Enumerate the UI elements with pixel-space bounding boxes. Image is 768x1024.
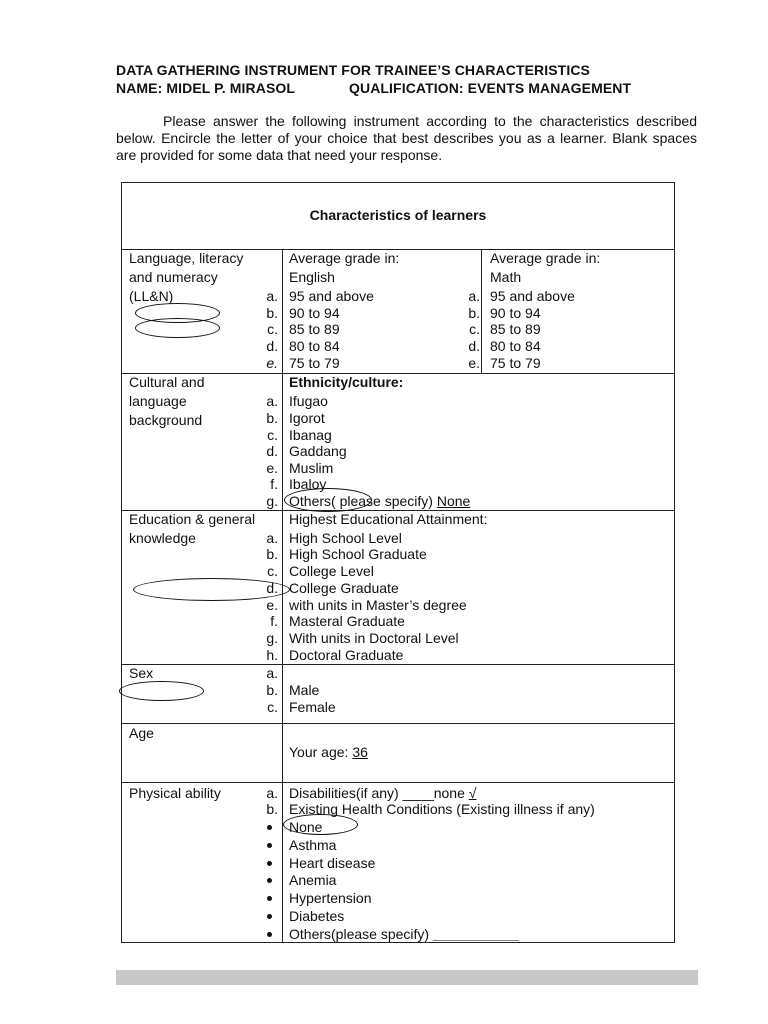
option-letter: b.: [266, 305, 278, 321]
sex-option: Male: [289, 682, 320, 698]
bullet-icon: [267, 861, 272, 866]
option-letter: b.: [266, 410, 278, 426]
option-letter: b.: [468, 305, 480, 321]
bullet-icon: [267, 843, 272, 848]
culture-label-1: Cultural and: [129, 374, 205, 390]
name-qualification-line: [116, 80, 632, 96]
selection-circle: [284, 488, 372, 512]
option-letter: c.: [267, 699, 278, 715]
others-value: None: [436, 493, 471, 509]
option-letter: d.: [266, 338, 278, 354]
column-divider: [481, 249, 482, 373]
option-letter: e.: [266, 460, 278, 476]
option-letter: b.: [266, 682, 278, 698]
option-letter: f.: [270, 613, 278, 629]
age-response: [289, 744, 368, 761]
education-heading: Highest Educational Attainment:: [289, 511, 488, 527]
bullet-icon: [267, 825, 272, 830]
qualification: QUALIFICATION: EVENTS MANAGEMENT: [349, 80, 632, 96]
row-divider: [121, 723, 675, 724]
document-title: DATA GATHERING INSTRUMENT FOR TRAINEE’S CHARACTERISTICS: [116, 62, 590, 78]
option-letter: h.: [266, 647, 278, 663]
option-letter: g.: [266, 493, 278, 509]
ethnicity-option: Ifugao: [289, 393, 328, 409]
education-option: with units in Master’s degree: [289, 597, 467, 613]
education-label-2: knowledge: [129, 530, 196, 546]
education-option: Doctoral Graduate: [289, 647, 404, 663]
lln-label-1: Language, literacy: [129, 250, 244, 266]
health-option-others: [289, 926, 519, 943]
bullet-icon: [267, 932, 272, 937]
math-option: 95 and above: [490, 288, 575, 304]
ethnicity-option: Gaddang: [289, 443, 347, 459]
option-letter: e.: [266, 597, 278, 613]
disabilities-line: [289, 785, 476, 802]
health-option: None: [289, 819, 323, 835]
footer-bar: [116, 970, 698, 985]
selection-circle: [133, 578, 290, 601]
check-mark: √: [468, 785, 477, 801]
math-option: 75 to 79: [490, 355, 541, 371]
math-heading-1: Average grade in:: [490, 250, 601, 266]
health-option: Heart disease: [289, 855, 376, 871]
others-label: Others( please specify): [289, 493, 437, 509]
english-option: 85 to 89: [289, 321, 340, 337]
ethnicity-option: Ibanag: [289, 427, 332, 443]
selection-circle: [283, 814, 358, 835]
column-divider: [282, 249, 283, 943]
age-prompt: Your age:: [289, 744, 353, 760]
option-letter: d.: [468, 338, 480, 354]
sex-option: Female: [289, 699, 336, 715]
math-heading-2: Math: [490, 269, 522, 285]
option-letter: a.: [266, 288, 278, 304]
others-label: Others(please specify): [289, 926, 433, 942]
ethnicity-option: Ibaloy: [289, 476, 327, 492]
disabilities-text: Disabilities(if any) ____none: [289, 785, 469, 801]
option-letter: e.: [266, 355, 278, 371]
option-letter: g.: [266, 630, 278, 646]
trainee-name: NAME: MIDEL P. MIRASOL: [116, 80, 296, 96]
culture-label-3: background: [129, 412, 203, 428]
education-option: With units in Doctoral Level: [289, 630, 459, 646]
option-letter: c.: [267, 321, 278, 337]
health-option: Hypertension: [289, 890, 372, 906]
health-option: Anemia: [289, 872, 337, 888]
selection-circle: [119, 681, 204, 701]
others-blank: ___________: [432, 926, 519, 942]
english-option: 95 and above: [289, 288, 374, 304]
english-heading-1: Average grade in:: [289, 250, 400, 266]
option-letter: c.: [469, 321, 480, 337]
education-option: College Graduate: [289, 580, 399, 596]
ethnicity-option: Muslim: [289, 460, 334, 476]
option-letter: a.: [266, 785, 278, 801]
row-divider: [121, 664, 675, 665]
english-option: 90 to 94: [289, 305, 340, 321]
option-letter: b.: [266, 801, 278, 817]
bullet-icon: [267, 914, 272, 919]
health-option: Diabetes: [289, 908, 345, 924]
ethnicity-option: Igorot: [289, 410, 325, 426]
bullet-icon: [267, 878, 272, 883]
option-letter: b.: [266, 546, 278, 562]
lln-label-3: (LL&N): [129, 288, 174, 304]
row-divider: [121, 782, 675, 783]
option-letter: d.: [266, 580, 278, 596]
selection-circle: [135, 318, 220, 338]
math-option: 90 to 94: [490, 305, 541, 321]
option-letter: c.: [267, 563, 278, 579]
health-conditions-line: Existing Health Conditions (Existing illness if any): [289, 801, 595, 817]
instructions-paragraph: Please answer the following instrument according to the characteristics described below. Encircle the letter of your choice that best describes you as a learner. Blank spaces are provided for some data that need your response.: [116, 113, 697, 163]
age-label: Age: [129, 725, 154, 741]
health-option: Asthma: [289, 837, 337, 853]
option-letter: a.: [266, 665, 278, 681]
ethnicity-heading: Ethnicity/culture:: [289, 374, 404, 390]
english-option: 80 to 84: [289, 338, 340, 354]
option-letter: a.: [266, 530, 278, 546]
option-letter: a.: [468, 288, 480, 304]
option-letter: c.: [267, 427, 278, 443]
culture-label-2: language: [129, 393, 187, 409]
table-title: Characteristics of learners: [309, 207, 487, 223]
option-letter: e.: [468, 355, 480, 371]
option-letter: f.: [270, 476, 278, 492]
lln-label-2: and numeracy: [129, 269, 218, 285]
english-option: 75 to 79: [289, 355, 340, 371]
age-value: 36: [352, 744, 368, 760]
education-option: Masteral Graduate: [289, 613, 405, 629]
education-option: High School Graduate: [289, 546, 427, 562]
math-option: 85 to 89: [490, 321, 541, 337]
sex-label: Sex: [129, 665, 154, 681]
education-label-1: Education & general: [129, 511, 256, 527]
english-heading-2: English: [289, 269, 335, 285]
bullet-icon: [267, 896, 272, 901]
math-option: 80 to 84: [490, 338, 541, 354]
education-option: High School Level: [289, 530, 402, 546]
education-option: College Level: [289, 563, 374, 579]
physical-label: Physical ability: [129, 785, 221, 801]
option-letter: d.: [266, 443, 278, 459]
option-letter: a.: [266, 393, 278, 409]
